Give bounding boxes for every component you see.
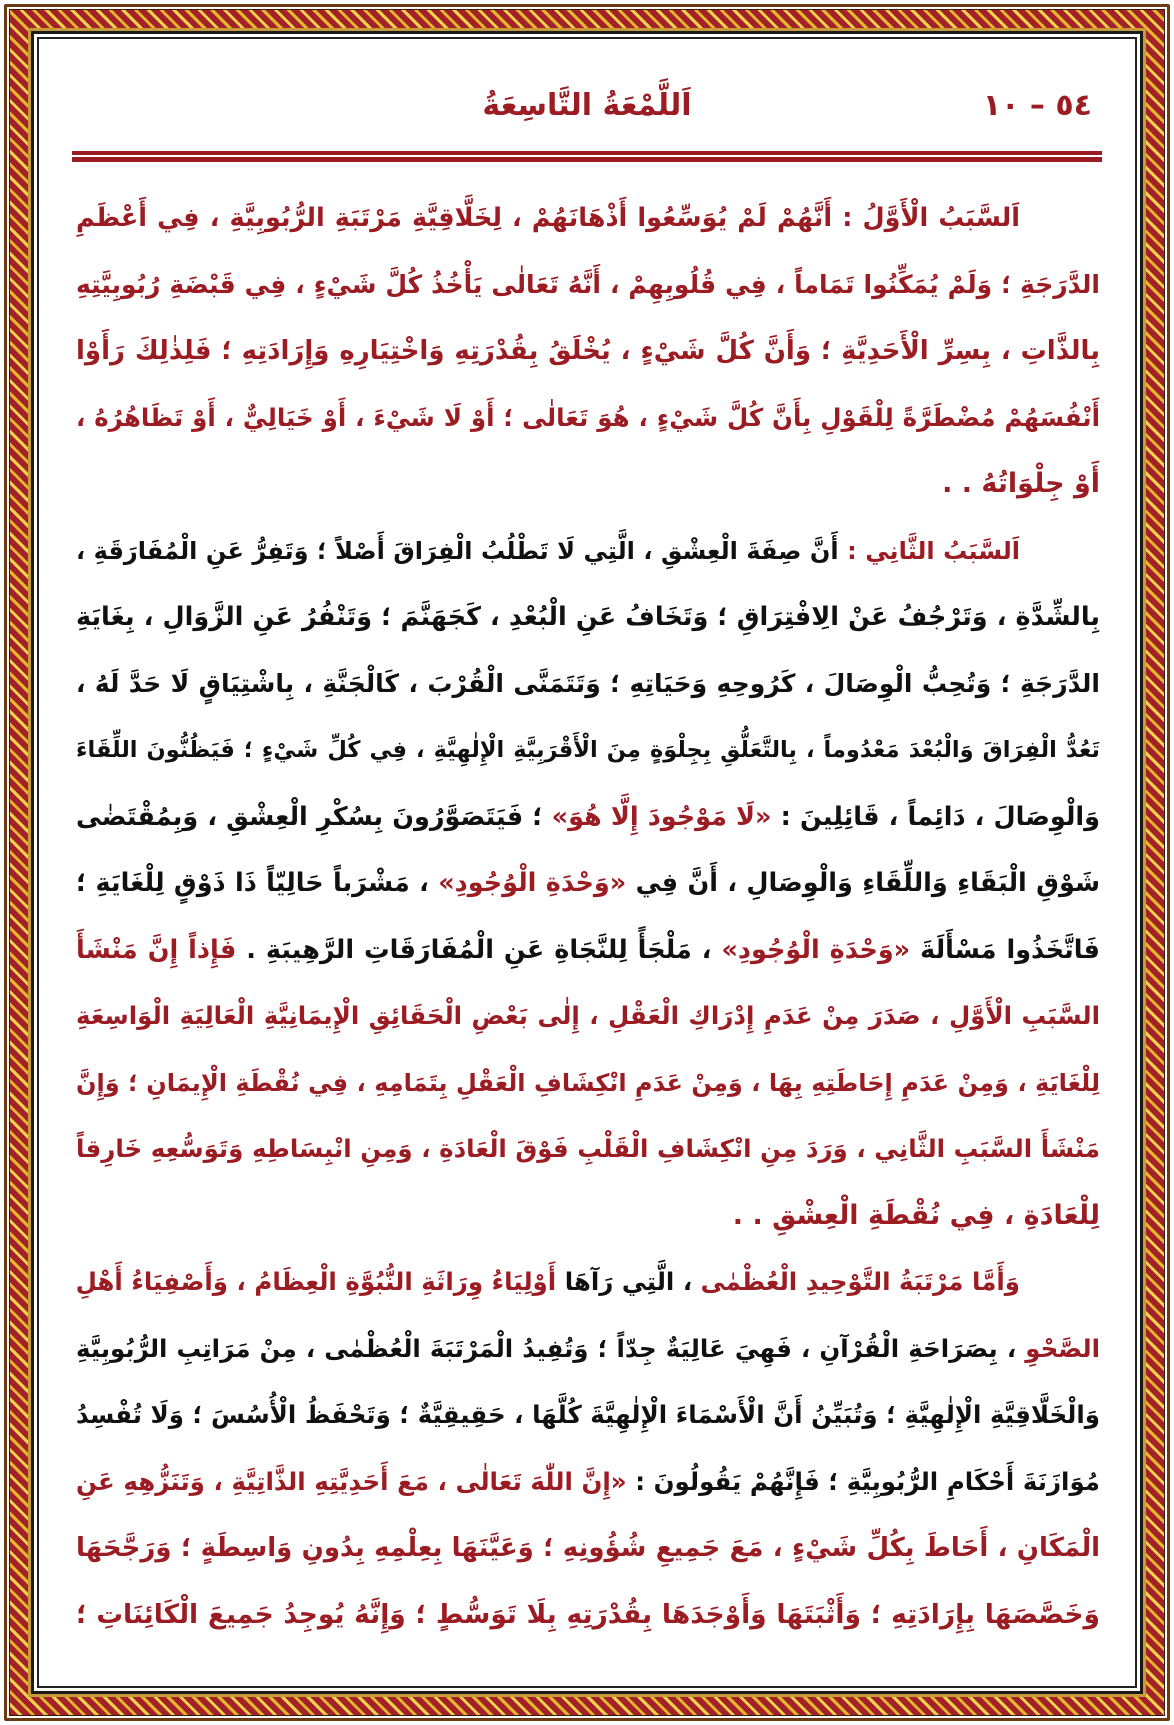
body-text-span: شَوْقِ الْبَقَاءِ وَاللِّقَاءِ وَالْوِصَالِ ، أَنَّ فِي <box>626 868 1101 898</box>
text-line <box>76 983 1100 1050</box>
header-rule <box>72 151 1102 162</box>
highlighted-text: «وَحْدَةِ الْوُجُودِ» <box>438 868 627 898</box>
highlighted-text: وَأَمَّا مَرْتَبَةُ التَّوْحِيدِ الْعُظْمٰى <box>700 1267 1020 1296</box>
body-text-span: فَاتَّخَذُوا مَسْأَلَةَ <box>910 934 1101 965</box>
body-text-span: بِالشِّدَّةِ ، وَتَرْجُفُ عَنْ الِافْتِرَاقِ ؛ وَتَخَافُ عَنِ الْبُعْدِ ، كَجَهَنَّمَ ؛ وَتَنْفُرُ عَنِ الزَّوَالِ ، بِغَايَةِ <box>76 602 1100 632</box>
highlighted-text: أَوْلِيَاءُ وِرَاثَةِ النُّبُوَّةِ الْعِظَامُ ، وَأَصْفِيَاءُ أَهْلِ <box>75 1267 557 1296</box>
highlighted-text: «لَا مَوْجُودَ إِلَّا هُوَ» <box>551 801 772 832</box>
text-line <box>76 1116 1100 1183</box>
text-line <box>76 584 1100 651</box>
highlighted-text: لِلْغَايَةِ ، وَمِنْ عَدَمِ إِحَاطَتِهِ بِهَا ، وَمِنْ عَدَمِ انْكِشَافِ الْعَقْلِ بِتَمَامِهِ ، فِي نُقْطَةِ الْإِيمَانِ ؛ وَإِنَّ <box>76 1068 1100 1097</box>
highlighted-text: اَلسَّبَبُ الْأَوَّلُ : أَنَّهُمْ لَمْ يُوَسِّعُوا أَذْهَانَهُمْ ، لِخَلَّاقِيَّةِ مَرْتَبَةِ الرُّبُوبِيَّةِ ، فِي أَعْظَمِ <box>76 203 1020 233</box>
text-line <box>76 1050 1100 1117</box>
body-text-span: ، الَّتِي رَآهَا <box>556 1267 701 1296</box>
text-line <box>76 784 1100 851</box>
text-line <box>76 1249 1100 1316</box>
paragraph <box>76 1249 1100 1648</box>
highlighted-text: فَإِذاً إِنَّ مَنْشَأَ <box>76 934 237 965</box>
body-text-span: مُوَازَنَةَ أَحْكَامِ الرُّبُوبِيَّةِ ؛ فَإِنَّهُمْ يَقُولُونَ : <box>626 1466 1100 1496</box>
highlighted-text: الْمَكَانِ ، أَحَاطَ بِكُلِّ شَيْءٍ ، مَعَ جَمِيعِ شُؤُونِهِ ؛ وَعَيَّنَهَا بِعِلْمِهِ بِدُونِ وَاسِطَةٍ ؛ وَرَجَّحَهَا <box>76 1533 1100 1563</box>
paragraph <box>76 518 1100 1250</box>
highlighted-text: السَّبَبِ الْأَوَّلِ ، صَدَرَ مِنْ عَدَمِ إِدْرَاكِ الْعَقْلِ ، إِلٰى بَعْضِ الْحَقَائِقِ الْإِيمَانِيَّةِ الْعَالِيَةِ الْوَاسِعَةِ <box>76 1001 1100 1030</box>
page-header <box>72 88 1102 132</box>
highlighted-text: مَنْشَأَ السَّبَبِ الثَّانِي ، وَرَدَ مِنِ انْكِشَافِ الْقَلْبِ فَوْقَ الْعَادَةِ ، وَمِنِ انْبِسَاطِهِ وَتَوَسُّعِهِ خَارِقاً <box>76 1134 1100 1163</box>
chapter-title: اَللَّمْعَةُ التَّاسِعَةُ <box>482 88 692 123</box>
body-text-span: أَنَّ صِفَةَ الْعِشْقِ ، الَّتِي لَا تَطْلُبُ الْفِرَاقَ أَصْلاً ؛ وَتَفِرُّ عَنِ الْمُفَارَقَةِ ، <box>76 536 848 565</box>
body-text-span: تَعُدُّ الْفِرَاقَ وَالْبُعْدَ مَعْدُوماً ، بِالتَّعَلُّقِ بِجِلْوَةٍ مِنَ الْأَقْرَبِيَّةِ الْإِلٰهِيَّةِ ، فِي كُلِّ شَيْءٍ ؛ فَيَظُنُّونَ اللِّقَاءَ <box>76 737 1100 763</box>
body-text-span: الدَّرَجَةِ ؛ وَتُحِبُّ الْوِصَالَ ، كَرُوحِهِ وَحَيَاتِهِ ؛ وَتَتَمَنَّى الْقُرْبَ ، كَالْجَنَّةِ ، بِاشْتِيَاقٍ لَا حَدَّ لَهُ ، <box>76 668 1100 698</box>
highlighted-text: أَوْ جِلْوَاتُهُ . . <box>942 468 1100 499</box>
text-line <box>76 850 1100 917</box>
highlighted-text: أَنْفُسَهُمْ مُضْطَرَّةً لِلْقَوْلِ بِأَنَّ كُلَّ شَيْءٍ ، هُوَ تَعَالٰى ؛ أَوْ لَا شَيْءَ ، أَوْ خَيَالِيٌّ ، أَوْ تَظَاهُرُهُ ، <box>76 402 1100 432</box>
text-line <box>76 518 1100 585</box>
highlighted-text: بِالذَّاتِ ، بِسِرِّ الْأَحَدِيَّةِ ؛ وَأَنَّ كُلَّ شَيْءٍ ، يُخْلَقُ بِقُدْرَتِهِ وَاخْتِيَارِهِ وَإِرَادَتِهِ ؛ فَلِذٰلِكَ رَأَوْا <box>76 336 1100 366</box>
highlighted-text: «إِنَّ اللّٰهَ تَعَالٰى ، مَعَ أَحَدِيَّتِهِ الذَّاتِيَّةِ ، وَتَنَزُّهِهِ عَنِ <box>76 1466 627 1496</box>
body-text-span: ، مَشْرَباً حَالِيّاً ذَا ذَوْقٍ لِلْغَايَةِ ؛ <box>76 868 439 898</box>
page-number: ٥٤ – ١٠ <box>982 88 1092 123</box>
text-line <box>76 1449 1100 1516</box>
text-line <box>76 318 1100 385</box>
paragraph <box>76 185 1100 518</box>
text-line <box>76 717 1100 784</box>
text-line <box>76 1316 1100 1383</box>
text-line <box>76 451 1100 518</box>
highlighted-text: الدَّرَجَةِ ؛ وَلَمْ يُمَكِّنُوا تَمَاماً ، فِي قُلُوبِهِمْ ، أَنَّهُ تَعَالٰى يَأْخُذُ كُلَّ شَيْءٍ ، فِي قَبْضَةِ رُبُوبِيَّتِهِ <box>76 269 1100 299</box>
body-text-span: ، بِصَرَاحَةِ الْقُرْآنِ ، فَهِيَ عَالِيَةٌ جِدّاً ؛ وَتُفِيدُ الْمَرْتَبَةَ الْعُظْمٰى ، مِنْ مَرَاتِبِ الرُّبُوبِيَّةِ <box>76 1333 1026 1363</box>
text-line <box>76 252 1100 319</box>
highlighted-text: لِلْعَادَةِ ، فِي نُقْطَةِ الْعِشْقِ . . <box>732 1199 1100 1231</box>
text-line <box>76 1582 1100 1649</box>
highlighted-text: «وَحْدَةِ الْوُجُودِ» <box>721 934 911 965</box>
body-text <box>76 185 1100 1648</box>
body-text-span: ، مَلْجَأً لِلنَّجَاةِ عَنِ الْمُفَارَقَاتِ الرَّهِيبَةِ . <box>236 934 722 965</box>
body-text-span: وَالْوِصَالَ ، دَائِماً ، قَائِلِينَ : <box>771 801 1100 832</box>
highlighted-text: اَلسَّبَبُ الثَّانِي : <box>847 536 1021 565</box>
text-line <box>76 651 1100 718</box>
text-line <box>76 1382 1100 1449</box>
highlighted-text: الصَّحْوِ <box>1025 1333 1100 1363</box>
text-line <box>76 917 1100 984</box>
text-line <box>76 185 1100 252</box>
body-text-span: وَالْخَلَّاقِيَّةِ الْإِلٰهِيَّةِ ؛ وَتُبَيِّنُ أَنَّ الْأَسْمَاءَ الْإِلٰهِيَّةَ كُلَّهَا ، حَقِيقِيَّةٌ ؛ وَتَحْفَظُ الْأُسُسَ ؛ وَلَا تُفْسِدُ <box>76 1400 1100 1429</box>
text-line <box>76 1183 1100 1250</box>
text-line <box>76 385 1100 452</box>
highlighted-text: وَخَصَّصَهَا بِإِرَادَتِهِ ؛ وَأَثْبَتَهَا وَأَوْجَدَهَا بِقُدْرَتِهِ بِلَا تَوَسُّطٍ ؛ وَإِنَّهُ يُوجِدُ جَمِيعَ الْكَائِنَاتِ ؛ <box>76 1598 1100 1630</box>
body-text-span: ؛ فَيَتَصَوَّرُونَ بِسُكْرِ الْعِشْقِ ، وَبِمُقْتَضٰى <box>76 801 552 832</box>
text-line <box>76 1515 1100 1582</box>
